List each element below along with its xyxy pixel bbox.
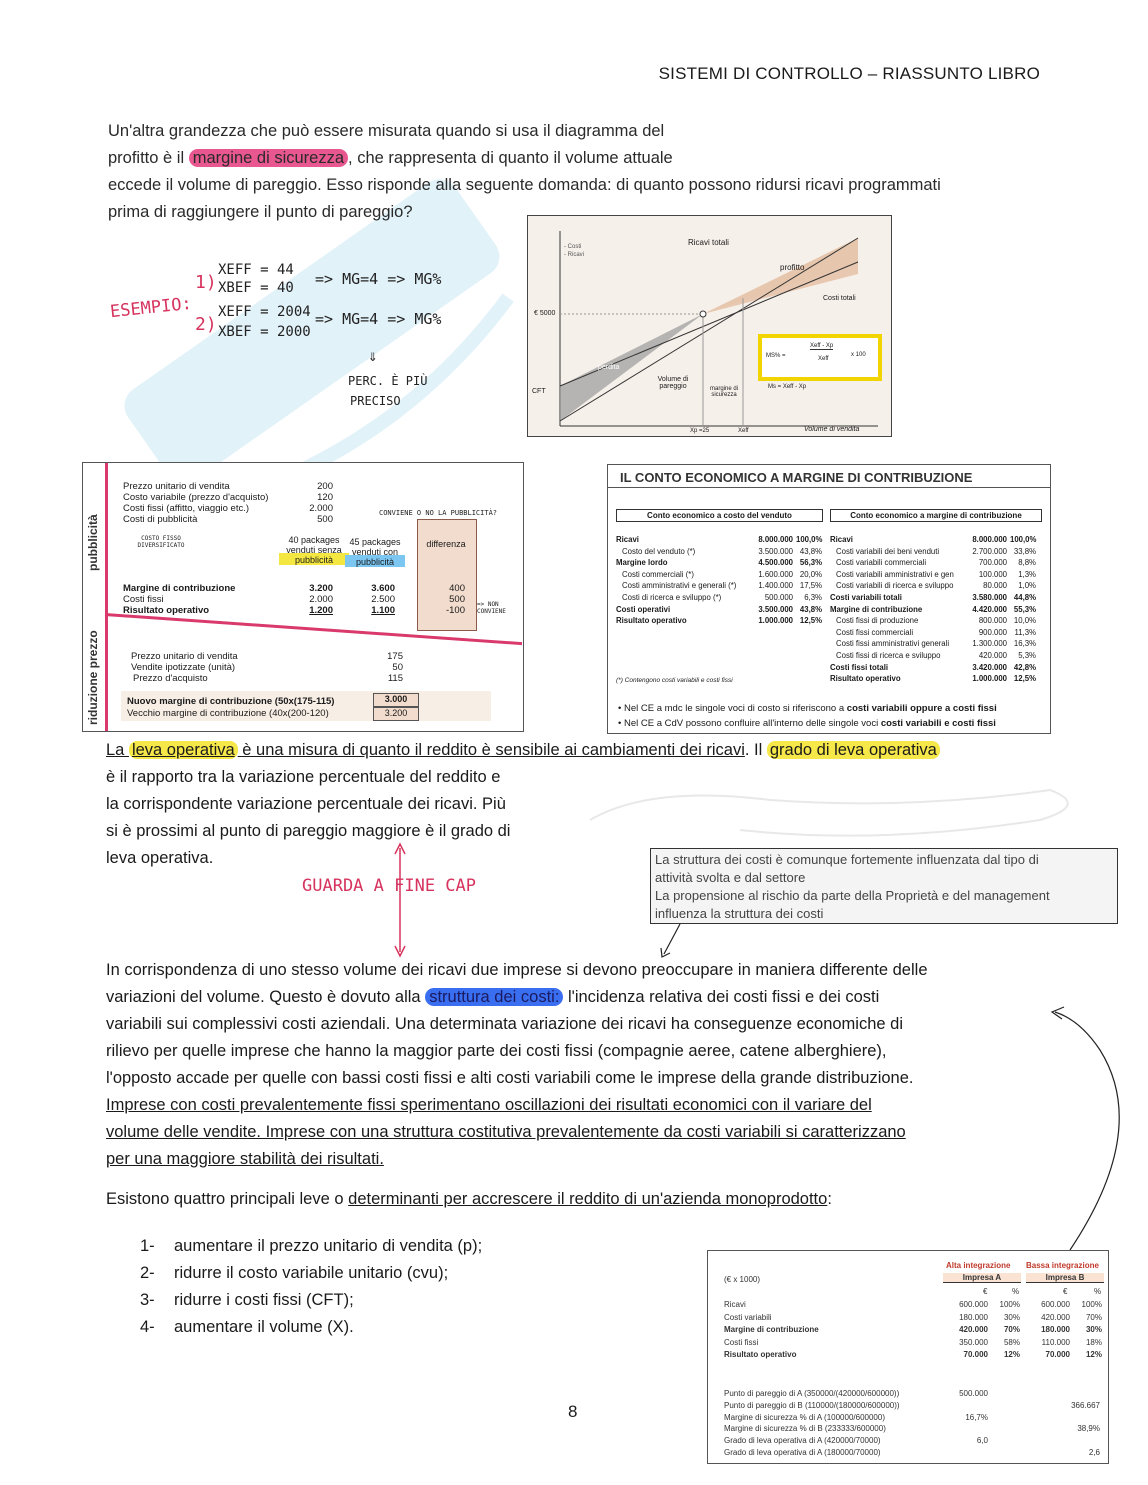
highlight-margine-sicurezza: margine di sicurezza bbox=[189, 149, 348, 167]
text: La bbox=[106, 741, 129, 759]
table-cell: 420.000 bbox=[1041, 1312, 1070, 1322]
table-cell: 366.667 bbox=[1071, 1400, 1100, 1410]
table-cell: 12,5% bbox=[1013, 674, 1036, 684]
list-number: 3- bbox=[140, 1291, 155, 1309]
list-number: 2- bbox=[140, 1264, 155, 1282]
table-cell: 5,3% bbox=[1018, 651, 1036, 660]
side-label-riduzione-prezzo: riduzione prezzo bbox=[86, 630, 100, 725]
text: profitto è il bbox=[108, 149, 189, 167]
table-row-label: Costi variabili bbox=[724, 1312, 772, 1322]
table-row-label: Costi variabili commerciali bbox=[836, 558, 927, 568]
break-even-chart bbox=[527, 215, 892, 437]
unit-label: (€ x 1000) bbox=[724, 1275, 761, 1284]
list-text: ridurre i costi fissi (CFT); bbox=[174, 1291, 354, 1309]
table-row-label: Costo del venduto (*) bbox=[622, 546, 696, 556]
text-line: rilievo per quelle imprese che hanno la maggior parte dei costi fissi (compagnie aeree, catene alberghiere), bbox=[106, 1042, 887, 1060]
text-line bbox=[106, 984, 1041, 1011]
table-cell: 600.000 bbox=[959, 1300, 988, 1309]
example-label: ESEMPIO: bbox=[109, 293, 193, 323]
table-row: Costi fissi (affitto, viaggio etc.) bbox=[123, 503, 250, 514]
table-cell: 6,3% bbox=[804, 593, 822, 602]
table-cell: 16,7% bbox=[965, 1412, 988, 1422]
text: variazioni del volume. Questo è dovuto alla bbox=[106, 988, 426, 1006]
table-cell: 350.000 bbox=[959, 1337, 988, 1347]
table-cell: 50 bbox=[392, 662, 403, 673]
table-row-label: Grado di leva operativa di A (180000/70000) bbox=[724, 1448, 881, 1457]
table-cell: 20,0% bbox=[799, 569, 822, 579]
table-cell: 8.000.000 bbox=[758, 535, 793, 544]
label-xp: Xp =25 bbox=[690, 428, 710, 434]
table-cell: 33,8% bbox=[1013, 546, 1036, 556]
table-row-label: Costi commerciali (*) bbox=[622, 569, 694, 579]
column-header: Impresa A bbox=[943, 1273, 1021, 1283]
side-label-pubblicita: pubblicità bbox=[86, 514, 100, 571]
text-line: La propensione al rischio da parte della Proprietà e del management bbox=[655, 888, 1050, 903]
curved-arrow-icon bbox=[1040, 1005, 1140, 1255]
label-perdita: perdita bbox=[598, 364, 620, 371]
table-row-label: Costi operativi bbox=[616, 604, 671, 614]
formula-multiplier: x 100 bbox=[851, 352, 866, 358]
table-row: Costi di pubblicità bbox=[123, 514, 198, 525]
text: Esistono quattro principali leve o bbox=[106, 1190, 349, 1208]
handnote-guarda: GUARDA A FINE CAP bbox=[302, 876, 476, 896]
text: Nel CE a CdV possono confluire all'interno delle singole voci bbox=[623, 718, 881, 729]
intro-line: Un'altra grandezza che può essere misurata quando si usa il diagramma del bbox=[108, 122, 665, 140]
list-text: aumentare il volume (X). bbox=[174, 1318, 354, 1336]
list-item bbox=[140, 1260, 482, 1287]
example-conclusion: PERC. È PIÙ bbox=[348, 374, 428, 388]
table-row: Costo variabile (prezzo d'acquisto) bbox=[123, 492, 269, 503]
table-row-label: Margine lordo bbox=[616, 558, 668, 568]
example-result: => MG=4 => MG% bbox=[315, 310, 442, 328]
table-cell: 43,8% bbox=[799, 546, 822, 556]
table-cell: 700.000 bbox=[978, 558, 1007, 568]
table-row-label: Costi amministrativi e generali (*) bbox=[622, 581, 737, 591]
example-number: 2) bbox=[195, 314, 217, 335]
column-header: Impresa B bbox=[1026, 1273, 1104, 1283]
table-cell: 58% bbox=[1003, 1337, 1020, 1347]
intro-line: eccede il volume di pareggio. Esso risponde alla seguente domanda: di quanto possono ridursi ricavi programmati bbox=[108, 176, 941, 194]
leve-list bbox=[140, 1233, 482, 1341]
table-cell: 70.000 bbox=[963, 1350, 988, 1359]
table-cell: 2.000 bbox=[309, 503, 333, 514]
table-row-label: Costi variabili di ricerca e sviluppo bbox=[836, 581, 954, 591]
table-cell: 56,3% bbox=[799, 558, 822, 568]
table-row: Vendite ipotizzate (unità) bbox=[131, 662, 236, 673]
table-cell: 900.000 bbox=[978, 627, 1007, 637]
table-pubblicita bbox=[82, 462, 524, 732]
example-value: XEFF = 44 bbox=[218, 262, 294, 278]
table-header-left: Conto economico a costo del venduto bbox=[616, 509, 823, 522]
table-cell: 2.000 bbox=[309, 594, 333, 605]
table-row: Risultato operativo bbox=[123, 605, 210, 616]
table-row-label: Ricavi bbox=[616, 535, 639, 544]
table-cell: -100 bbox=[445, 605, 465, 616]
text: : bbox=[827, 1190, 832, 1208]
table-cell: 12% bbox=[1085, 1350, 1102, 1359]
text-line: la corrispondente variazione percentuale dei ricavi. Più bbox=[106, 795, 506, 813]
table-row: Costi fissi bbox=[123, 594, 164, 605]
percent-symbol: % bbox=[1012, 1287, 1020, 1296]
text-bold: costi variabili e costi fissi bbox=[880, 718, 996, 729]
handwritten-example bbox=[100, 258, 500, 428]
header-alta: Alta integrazione bbox=[946, 1261, 1011, 1270]
table-row-label: Ricavi bbox=[830, 535, 853, 544]
text: . Il bbox=[744, 741, 767, 759]
table-cell: 180.000 bbox=[1041, 1325, 1070, 1334]
table-cell: 110.000 bbox=[1041, 1337, 1070, 1347]
page-header-title: SISTEMI DI CONTROLLO – RIASSUNTO LIBRO bbox=[658, 64, 1040, 83]
table-cell: 600.000 bbox=[1041, 1300, 1070, 1309]
table-cell: 38,9% bbox=[1077, 1424, 1100, 1434]
table-cell: 200 bbox=[317, 481, 333, 492]
table-cell: 30% bbox=[1085, 1325, 1102, 1334]
table-title: IL CONTO ECONOMICO A MARGINE DI CONTRIBUZIONE bbox=[620, 470, 973, 485]
table-header-right: Conto economico a margine di contribuzione bbox=[830, 509, 1042, 522]
table-cell: 17,5% bbox=[799, 581, 822, 591]
highlight-grado-leva: grado di leva operativa bbox=[767, 741, 940, 759]
example-number: 1) bbox=[195, 272, 217, 293]
table-cell: 3.580.000 bbox=[972, 593, 1007, 602]
arrow-icon bbox=[650, 922, 690, 962]
list-item bbox=[140, 1287, 482, 1314]
table-cell: 500.000 bbox=[959, 1389, 988, 1398]
table-row-label: Margine di contribuzione bbox=[724, 1325, 819, 1334]
text-line: Imprese con costi prevalentemente fissi sperimentano oscillazioni dei risultati economici con il variare del bbox=[106, 1096, 872, 1114]
table-row-label: Costi fissi totali bbox=[830, 662, 889, 672]
example-value: XBEF = 40 bbox=[218, 280, 294, 296]
table-cell: 2,6 bbox=[1088, 1448, 1100, 1457]
table-cell: 420.000 bbox=[978, 651, 1007, 660]
table-row-label: Risultato operativo bbox=[616, 616, 687, 626]
formula-lhs: MS% = bbox=[766, 353, 786, 359]
divider bbox=[608, 487, 1050, 488]
formula-numerator: Xeff - Xp bbox=[810, 343, 834, 349]
column-header-differenza: differenza bbox=[426, 539, 466, 549]
table-cell: 500 bbox=[317, 514, 333, 525]
table-cell: 1.100 bbox=[371, 605, 395, 616]
table-cell: 1.000.000 bbox=[758, 616, 793, 626]
table-row-label: Costi fissi di produzione bbox=[836, 616, 919, 626]
table-cell: 3.200 bbox=[373, 707, 419, 721]
table-cell: 18% bbox=[1085, 1337, 1102, 1347]
table-cell: 1.300.000 bbox=[972, 639, 1007, 649]
handnote-conviene: CONVIENE O NO LA PUBBLICITÀ? bbox=[379, 509, 498, 517]
arrow-down-icon: ⇓ bbox=[368, 346, 378, 365]
text-line: l'opposto accade per quelle con bassi costi fissi e alti costi variabili come le imprese della grande distribuzione. bbox=[106, 1069, 914, 1087]
currency-symbol: € bbox=[983, 1287, 988, 1296]
table-cell: 44,8% bbox=[1013, 593, 1036, 602]
legend-costi: - Costi bbox=[564, 244, 582, 250]
table-row-label: Risultato operativo bbox=[830, 674, 901, 684]
table-cell: 16,3% bbox=[1013, 639, 1036, 649]
table-row-label: Punto di pareggio di B (110000/(180000/600000)) bbox=[724, 1400, 900, 1410]
table-cell: 100.000 bbox=[978, 569, 1007, 579]
text: è una misura di quanto il reddito è sensibile ai cambiamenti dei ricavi bbox=[237, 741, 745, 759]
table-cell: 12,5% bbox=[799, 616, 822, 626]
table-row-label: Costi variabili totali bbox=[830, 593, 902, 602]
table-cell: 115 bbox=[387, 673, 403, 684]
list-item bbox=[140, 1233, 482, 1260]
list-text: ridurre il costo variabile unitario (cvu); bbox=[174, 1264, 449, 1282]
text-line: In corrispondenza di uno stesso volume dei ricavi due imprese si devono preoccupare in maniera differente delle bbox=[106, 961, 928, 979]
label-x-axis: Volume di vendita bbox=[804, 426, 860, 433]
table-row: Prezzo d'acquisto bbox=[133, 673, 208, 684]
leva-paragraph bbox=[106, 764, 510, 872]
table-cell: 1,0% bbox=[1018, 581, 1036, 591]
table-cell: 3.420.000 bbox=[972, 662, 1007, 672]
table-cell: 1.200 bbox=[309, 605, 333, 616]
text-line: volume delle vendite. Imprese con una struttura costitutiva prevalentemente da costi variabili si caratterizzano bbox=[106, 1123, 906, 1141]
label-costi-totali: Costi totali bbox=[823, 295, 856, 302]
highlight-struttura-costi: struttura dei costi: bbox=[425, 988, 563, 1006]
table-cell: 11,3% bbox=[1014, 627, 1036, 637]
label-cft: CFT bbox=[532, 388, 546, 395]
text-line: è il rapporto tra la variazione percentuale del reddito e bbox=[106, 768, 501, 786]
table-cell: 3.500.000 bbox=[758, 546, 793, 556]
text-line: La struttura dei costi è comunque fortemente influenzata dal tipo di bbox=[655, 852, 1039, 867]
table-cell: 70% bbox=[1085, 1312, 1102, 1322]
table-cell: 3.000 bbox=[373, 693, 419, 707]
text-line: variabili sui complessivi costi aziendali. Una determinata variazione dei ricavi ha conseguenze economiche di bbox=[106, 1015, 903, 1033]
label-ricavi-totali: Ricavi totali bbox=[688, 238, 729, 247]
table-row-label: Punto di pareggio di A (350000/(420000/600000)) bbox=[724, 1389, 900, 1398]
table-cell: 2.500 bbox=[371, 594, 395, 605]
table-cell: 175 bbox=[387, 651, 403, 662]
intro-line bbox=[108, 145, 1048, 172]
table-row-label: Costi variabili amministrativi e gen bbox=[836, 569, 954, 579]
example-conclusion: PRECISO bbox=[350, 394, 401, 408]
column-header-senza: 40 packages venduti senza pubblicità bbox=[279, 535, 349, 565]
struttura-paragraph bbox=[106, 957, 1041, 1173]
table-cell: 400 bbox=[449, 583, 465, 594]
table-cell: 1.400.000 bbox=[758, 581, 793, 591]
table-cell: 800.000 bbox=[978, 616, 1007, 626]
table-cell: 3.200 bbox=[309, 583, 333, 594]
table-cell: 100,0% bbox=[1010, 535, 1037, 544]
table-row-label: Margine di contribuzione bbox=[830, 604, 923, 614]
currency-symbol: € bbox=[1063, 1287, 1068, 1296]
table-cell: 3.500.000 bbox=[758, 604, 793, 614]
label-xeff: Xeff bbox=[738, 428, 749, 434]
table-cell: 1,3% bbox=[1018, 569, 1036, 579]
table-cell: 120 bbox=[317, 492, 333, 503]
label-margine-sicurezza: margine di sicurezza bbox=[709, 386, 738, 398]
table-cell: 500 bbox=[449, 594, 465, 605]
example-value: XEFF = 2004 bbox=[218, 304, 311, 320]
handnote-non-conviene: => NON CONVIENE bbox=[477, 601, 506, 615]
table-cell: 42,8% bbox=[1013, 662, 1036, 672]
table-cell: 1.000.000 bbox=[972, 674, 1007, 684]
table-row-label: Grado di leva operativa di A (420000/70000) bbox=[724, 1436, 881, 1446]
table-cell: 1.600.000 bbox=[758, 569, 793, 579]
double-arrow-icon bbox=[390, 840, 410, 960]
label-e5000: € 5000 bbox=[534, 310, 556, 317]
table-cell: 6,0 bbox=[976, 1436, 988, 1446]
table-row-label: Costi fissi amministrativi generali bbox=[836, 639, 950, 649]
table-cell: 80.000 bbox=[983, 581, 1007, 591]
legend-ricavi: - Ricavi bbox=[564, 252, 585, 258]
page-number: 8 bbox=[568, 1402, 578, 1421]
label-profitto: profitto bbox=[780, 263, 805, 272]
example-result: => MG=4 => MG% bbox=[315, 270, 442, 288]
scribble-decoration bbox=[580, 780, 1140, 850]
list-number: 4- bbox=[140, 1318, 155, 1336]
table-cell: 55,3% bbox=[1013, 604, 1036, 614]
text-line: leva operativa. bbox=[106, 849, 214, 867]
table-cell: 70% bbox=[1003, 1325, 1020, 1334]
text-line: si è prossimi al punto di pareggio maggiore è il grado di bbox=[106, 822, 511, 840]
table-cell: 100% bbox=[1081, 1300, 1102, 1309]
header-bassa: Bassa integrazione bbox=[1026, 1261, 1099, 1270]
text: , che rappresenta di quanto il volume attuale bbox=[348, 149, 673, 167]
callout-struttura-costi bbox=[650, 848, 1118, 924]
intro-paragraph bbox=[108, 118, 1048, 226]
intro-line: prima di raggiungere il punto di pareggio? bbox=[108, 203, 413, 221]
table-row: Prezzo unitario di vendita bbox=[131, 651, 238, 662]
table-cell: 10,0% bbox=[1013, 616, 1036, 626]
table-cell: 12% bbox=[1003, 1350, 1020, 1359]
table-row-label: Costi fissi bbox=[724, 1337, 759, 1347]
table-row: Vecchio margine di contribuzione (40x(200-120) bbox=[127, 708, 329, 719]
chart-svg bbox=[528, 216, 891, 436]
text-line: per una maggiore stabilità dei risultati. bbox=[106, 1150, 384, 1168]
table-row: Margine di contribuzione bbox=[123, 583, 236, 594]
example-value: XBEF = 2000 bbox=[218, 324, 311, 340]
table-cell: 180.000 bbox=[959, 1312, 988, 1322]
table-cell: 8,8% bbox=[1018, 558, 1036, 568]
highlight-leva-operativa: leva operativa bbox=[129, 741, 238, 759]
text-bold: costi variabili oppure a costi fissi bbox=[846, 703, 997, 714]
text-line: attività svolta e dal settore bbox=[655, 870, 806, 885]
text: Nel CE a mdc le singole voci di costo si riferiscono a bbox=[623, 703, 847, 714]
table-footnote: (*) Contengono costi variabili e costi fissi bbox=[616, 677, 733, 684]
table-row-label: Ricavi bbox=[724, 1300, 746, 1309]
table-cell: 4.420.000 bbox=[972, 604, 1007, 614]
list-number: 1- bbox=[140, 1237, 155, 1255]
table-cell: 70.000 bbox=[1045, 1350, 1070, 1359]
table-cell: 2.700.000 bbox=[972, 546, 1007, 556]
percent-symbol: % bbox=[1094, 1287, 1102, 1296]
table-cell: 500.000 bbox=[764, 593, 793, 602]
table-conto-economico bbox=[607, 464, 1051, 734]
text: l'incidenza relativa dei costi fissi e dei costi bbox=[563, 988, 880, 1006]
table-cell: 420.000 bbox=[959, 1325, 988, 1334]
list-item bbox=[140, 1314, 482, 1341]
label-volume-pareggio: Volume di pareggio bbox=[657, 376, 689, 390]
table-cell: 3.600 bbox=[371, 583, 395, 594]
list-text: aumentare il prezzo unitario di vendita (p); bbox=[174, 1237, 483, 1255]
leva-first-line bbox=[106, 737, 1041, 764]
table-cell: 100,0% bbox=[796, 535, 823, 544]
table-row-label: Costi fissi commerciali bbox=[836, 627, 914, 637]
table-cell: 4.500.000 bbox=[758, 558, 793, 568]
table-row-label: Margine di sicurezza % di A (100000/600000) bbox=[724, 1412, 885, 1422]
table-cell: 43,8% bbox=[799, 604, 822, 614]
table-row-label: Costi variabili dei beni venduti bbox=[836, 546, 940, 556]
table-row: Nuovo margine di contribuzione (50x(175-115) bbox=[127, 696, 335, 707]
text: determinanti per accrescere il reddito di un'azienda monoprodotto bbox=[348, 1190, 828, 1208]
bullet-item: • Nel CE a CdV possono confluire all'interno delle singole voci costi variabili e costi fissi bbox=[618, 718, 996, 729]
table-cell: 8.000.000 bbox=[972, 535, 1007, 544]
text-line: influenza la struttura dei costi bbox=[655, 906, 824, 921]
leve-intro bbox=[106, 1190, 832, 1209]
table-row-label: Costi fissi di ricerca e sviluppo bbox=[836, 651, 941, 660]
table-integrazione bbox=[707, 1250, 1109, 1464]
formula-ms: Ms = Xeff - Xp bbox=[768, 384, 807, 390]
table-row-label: Costi di ricerca e sviluppo (*) bbox=[622, 593, 722, 602]
table-row-label: Risultato operativo bbox=[724, 1350, 797, 1359]
formula-denominator: Xeff bbox=[818, 356, 829, 362]
table-row-label: Margine di sicurezza % di B (233333/600000) bbox=[724, 1424, 886, 1434]
table-cell: 100% bbox=[999, 1300, 1020, 1309]
table-cell: 30% bbox=[1003, 1312, 1020, 1322]
handnote-costo-fisso: COSTO FISSO DIVERSIFICATO bbox=[137, 535, 185, 549]
table-row: Prezzo unitario di vendita bbox=[123, 481, 230, 492]
column-header-con: 45 packages venduti con pubblicità bbox=[345, 537, 405, 567]
bullet-item: • Nel CE a mdc le singole voci di costo si riferiscono a costi variabili oppure a costi fissi bbox=[618, 703, 997, 714]
